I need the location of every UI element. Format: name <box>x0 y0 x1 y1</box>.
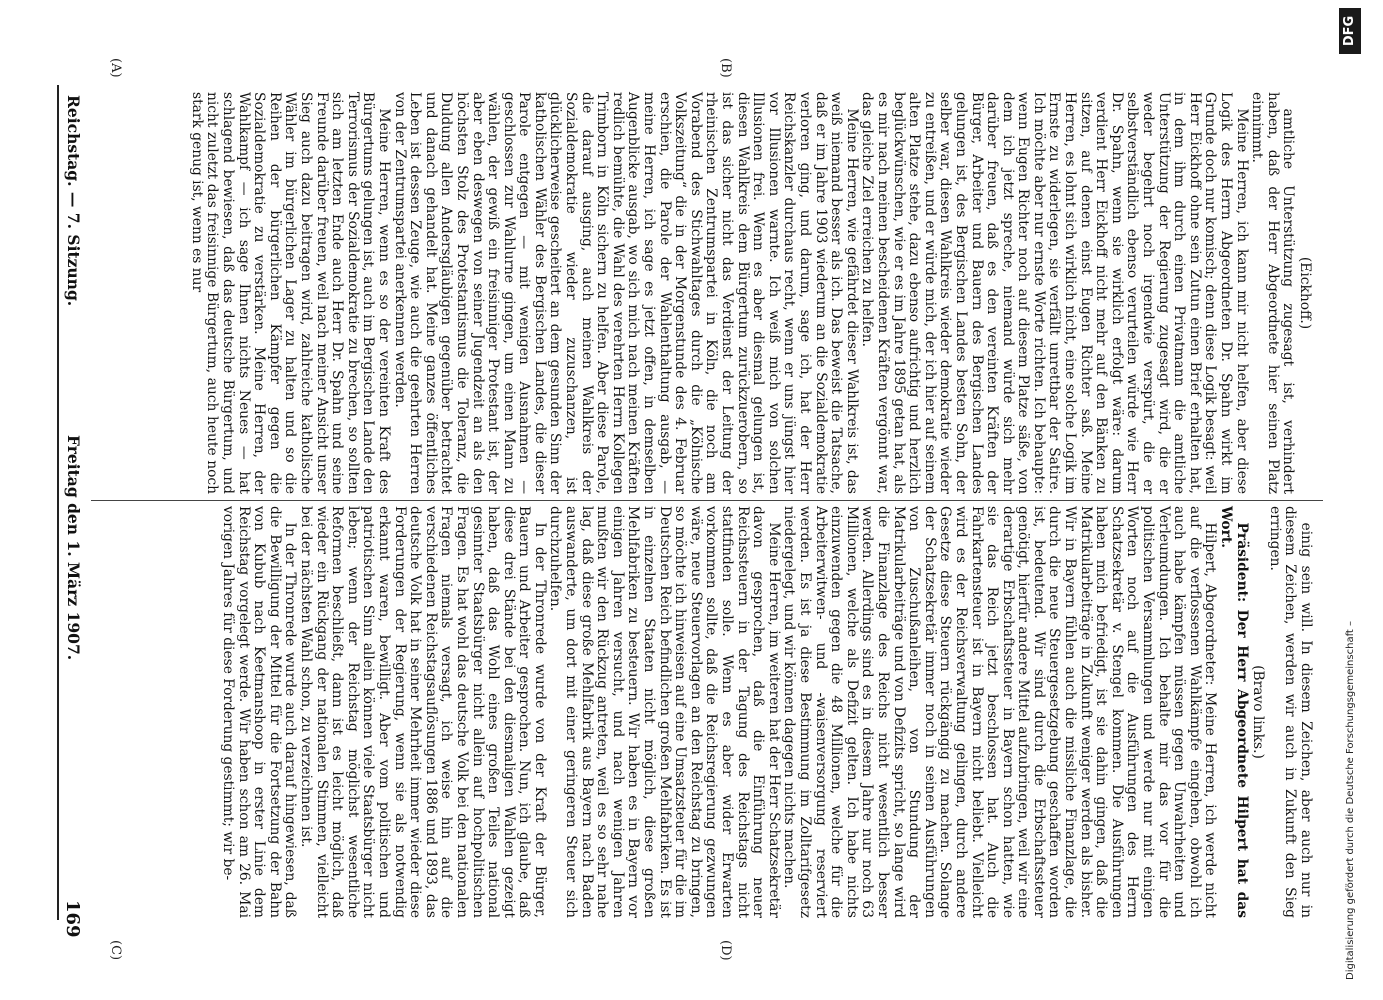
paragraph: Meine Herren, im weiteren hat der Herr Schatzsekretär davon gesprochen, daß die Einführung neuer Reichssteuern in der Tagung des Reichstags nicht stattfinden solle. Wenn es aber wider Erwarten vorkommen sollte, daß die Reichsregierung gezwungen wäre, neue Steuervorlagen an den Reichstag zu bringen, so möchte ich hinweisen auf eine Umsatzsteuer für die im Deutschen Reich befindlichen großen Mehlfabriken. Es ist in einzelnen Staaten nicht möglich, diese großen Mehlfabriken zu besteuern. Wir haben es in Bayern vor einigen Jahren versucht, und nach wenigen Jahren mußten wir den Rückzug antreten, weil es so sehr nahe lag, daß diese große Mehlfabrik aus Bayern nach Baden auswanderte, um dort mit einer geringeren Steuer sich durchzuhelfen. <box>547 506 782 918</box>
paragraph: Meine Herren, wenn es so der vereinten Kraft des Bürgertums gelungen ist, auch im Bergischen Lande den Terrorismus der Sozialdemokratie zu brechen, so sollten sich am letzten Ende auch Herr Dr. Spahn und seine Freunde darüber freuen, weil nach meiner Ansicht unser Sieg auch dazu beitragen wird, zahlreiche katholische Wähler im bürgerlichen Lager zu halten und so die Reihen der bürgerlichen Kämpfer gegen die Sozialdemokratie zu verstärken. Meine Herren, der Wahlkampf — ich sage Ihnen nichts Neues — hat schlagend bewiesen, daß das deutsche Bürgertum, und nicht zuletzt das freisinnige Bürgertum, auch heute noch stark genug ist, wenn es nur <box>188 92 392 494</box>
margin-marker-d: (D) <box>718 940 733 961</box>
paragraph: In der Thronrede wurde auch darauf hingewiesen, daß die Bewilligung der Mittel für die Fortsetzung der Bahn von Kubub nach Keetmanshoop in erster Linie dem Reichstag vorgelegt werde. Wir haben schon am 26. Mai vorigen Jahres für diese Forderung gestimmt; wir be- <box>220 506 299 918</box>
column-divider <box>91 500 1323 501</box>
paragraph: Meine Herren, ich kann mir nicht helfen, aber diese Logik des Herrn Abgeordneten Dr. Spahn wirkt im Grunde doch nur komisch; denn diese Logik besagt: weil Herr Eickhoff ohne sein Zutun einen Brief erhalten hat, in dem ihm durch einen Privatmann die amtliche Unterstützung der Regierung zugesagt wird, die er weder begehrt noch irgendwie verspürt, die er selbstverständlich ebenso verurteilen würde wie Herr Dr. Spahn, wenn sie wirklich erfolgt wäre: darum verdient Herr Eickhoff nicht mehr auf den Bänken zu sitzen, auf denen einst Eugen Richter saß. Meine Herren, es lohnt sich wirklich nicht, eine solche Logik im Ernste zu widerlegen, sie verfällt unrettbar der Satire. Ich möchte aber nur ernste Worte richten. Ich behaupte: wenn Eugen Richter noch auf diesem Platze säße, von dem ich jetzt spreche, niemand würde sich mehr darüber freuen, daß es den vereinten Kräften der Bürger, Arbeiter und Bauern des Bergischen Landes gelungen ist, des Bergischen Landes besten Sohn, der selber war, diesen Wahlkreis wieder demokratie wieder zu entreißen, und er würde mich, der ich hier auf seinem alten Platze stehe, dazu ebenso aufrichtig und herzlich beglückwünschen, wie er es im Jahre 1895 getan hat, als es mir nach meinen bescheidenen Kräften vergönnt war, das gleiche Ziel erreichen zu helfen. <box>859 92 1250 494</box>
paragraph: einig sein will. In diesem Zeichen, aber auch nur in diesem Zeichen, werden wir auch in Zukunft den Sieg erringen. <box>1266 506 1314 918</box>
header-rule <box>57 85 59 920</box>
stage-direction: (Bravo links.) <box>1250 665 1267 759</box>
funding-note-text: Digitalisierung gefördert durch die Deutsche Forschungsgemeinschaft – <box>1345 620 1356 980</box>
paragraph: In der Thronrede wurde von der Kraft der Bürger, Bauern und Arbeiter gesprochen. Nun, ich glaube, daß diese drei Stände bei den diesmaligen Wahlen gezeigt haben, daß das Wohl eines großen Teiles national gesinnter Staatsbürger nicht allein auf hochpolitischen Fragen. Es hat wohl das deutsche Volk bei den nationalen Fragen niemals versagt, ich weise hin auf die verschiedenen Reichstagsauflösungen 1886 und 1893, das deutsche Volk hat in seiner Mehrheit immer wieder diese Forderungen der Regierung, wenn sie als notwendig erkannt waren, bewilligt. Aber vom politischen und patriotischen Sinn allein können viele Staatsbürger nicht leben; wenn der Reichstag möglichst wesentliche Reformen beschließt, dann ist es leicht möglich, daß wieder ein Rückgang der nationalen Stimmen, vielleicht bei der nächsten Wahl schon, zu verzeichnen ist. <box>298 506 548 918</box>
running-header-date: Freitag den 1. März 1907. <box>64 435 83 661</box>
president-line: Präsident: Der Herr Abgeordnete Hilpert hat das Wort. <box>1218 506 1250 918</box>
margin-marker-b: (B) <box>718 58 733 78</box>
speaker-tag: (Eickhoff.) <box>1297 256 1313 330</box>
margin-marker-a: (A) <box>108 58 123 78</box>
margin-marker-c: (C) <box>108 940 123 961</box>
text-column-left <box>188 92 1313 494</box>
dfg-logo <box>1339 8 1361 54</box>
page-number: 169 <box>62 900 83 938</box>
running-header-left: Reichstag. — 7. Sitzung. <box>64 95 83 307</box>
paragraph: Meine Herren, wie gefährdet dieser Wahlkreis ist, das weiß niemand besser als ich. Das beweist die Tatsache, daß er im Jahre 1903 wiederum an die Sozialdemokratie verloren ging, und darum, sage ich, hat der Herr Reichskanzler durchaus recht, wenn er uns jüngst hier vor Illusionen warnte. Ich weiß mich von solchen Illusionen frei. Wenn es aber diesmal gelungen ist, diesen Wahlkreis dem Bürgertum zurückzuerobern, so ist das sicher nicht das Verdienst der Leitung der rheinischen Zentrumspartei in Köln, die noch am Vorabend des Stichwahltages durch die „Kölnische Volkszeitung“ die in der Morgenstunde des 4. Februar erschien, die Parole der Wahlenthaltung ausgab, — meine Herren, ich sage es jetzt offen, in demselben Augenblicke ausgab, wo sich mich nach meinen Kräften redlich bemühte, die Wahl des verehrten Herrn Kollegen Trimborn in Köln sichern zu helfen. Aber diese Parole, die darauf ausging, auch meinen Wahlkreis der Sozialdemokratie wieder zuzuschanzen, ist glücklicherweise gescheitert an dem gesunden Sinn der katholischen Wähler des Bergischen Landes, die dieser Parole entgegen — mit wenigen Ausnahmen — geschlossen zur Wahlurne gingen, um einen Mann zu wählen, der gewiß ein freisinniger Protestant ist, der aber eben deswegen von seiner Jugendzeit an als den höchsten Stolz des Protestantismus die Toleranz, die Duldung allen Andersgläubigen gegenüber betrachtet und danach gehandelt hat. Meine ganzes öffentliches Leben ist dessen Zeuge, wie auch die geehrten Herren von der Zentrumspartei anerkennen werden. <box>391 92 860 494</box>
text-column-right <box>219 506 1313 918</box>
funding-note <box>1338 20 1364 980</box>
paragraph: amtliche Unterstützung zugesagt ist, verhindert haben, daß der Herr Abgeordnete hier seinen Platz einnimmt. <box>1249 92 1297 494</box>
paragraph: Hilpert, Abgeordneter: Meine Herren, ich werde nicht auf die verflossenen Wahlkämpfe eingehen, obwohl ich auch habe kämpfen müssen gegen Unwahrheiten und Verleumdungen. Ich behalte mir das vor für die politischen Versammlungen und werde nur mit einigen Worten noch auf die Ausführungen des Herrn Schatzsekretär v. Stengel kommen. Die Ausführungen haben mich befriedigt, ist sie dahin gingen, daß die Matrikularbeiträge in Zukunft weniger werden als bisher. Wir in Bayern fühlen auch die missliche Finanzlage, die durch die neue Steuergesetzgebung geschaffen worden ist, bedeutend. Wir sind durch die Erbschaftssteuer genötigt, hierfür andere Mittel aufzubringen, weil wir eine derartige Erbschaftssteuer in Bayern schon hatten, wie sie das Reich jetzt beschlossen hat. Auch die Fahrkartensteuer ist in Bayern nicht beliebt. Vielleicht wird es der Reichsverwaltung gelingen, durch andere Gesetze diese Steuern rückgängig zu machen. Solange der Schatzsekretär immer noch in seinen Ausführungen von Zuschußanleihen, von Stundung der Matrikularbeiträge und von Defizits spricht, so lange wird die Finanzlage des Reichs nicht wesentlich besser werden. Allerdings sind es in diesem Jahre nur noch 63 Millionen, welche als Defizit gelten. Ich habe nichts einzuwenden gegen die 48 Millionen, welche für die Arbeiterwitwen- und -waisenversorgung reserviert werden. Es ist ja diese Bestimmung im Zolltarifgesetz niedergelegt, und wir können dagegen nichts machen. <box>781 506 1219 918</box>
dfg-logo-text: DFG <box>1342 15 1357 47</box>
